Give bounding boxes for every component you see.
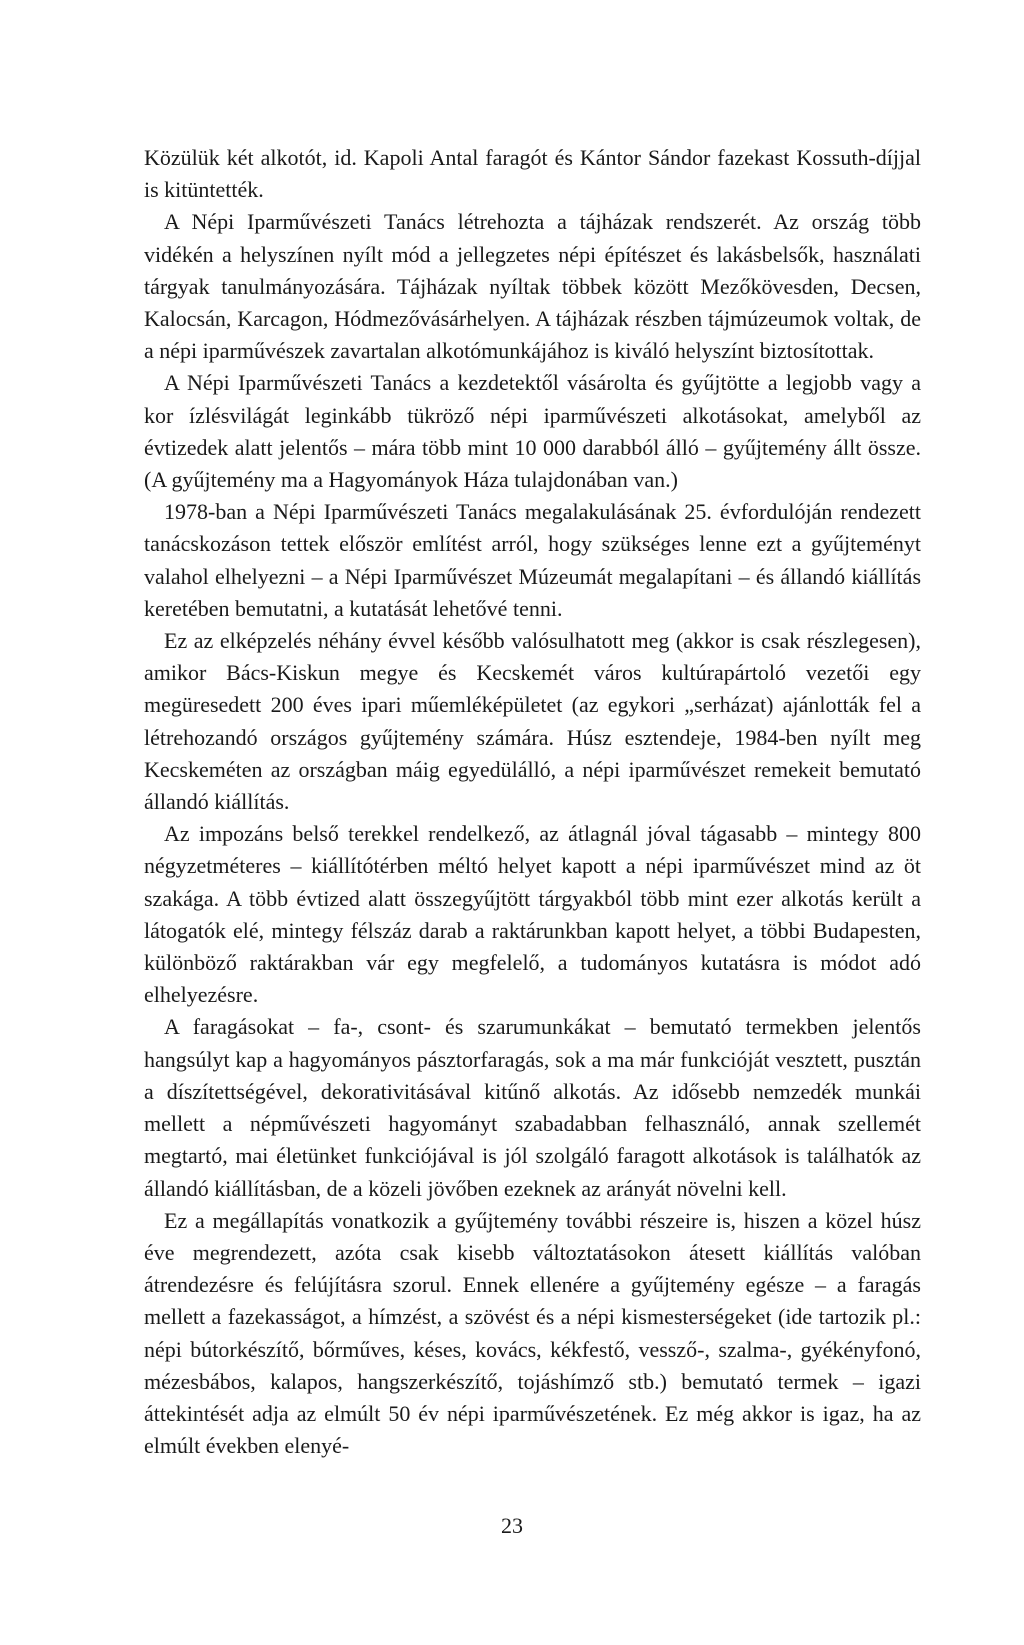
- page-number: 23: [501, 1513, 523, 1538]
- paragraph-2: A Népi Iparművészeti Tanács létrehozta a tájházak rendszerét. Az ország több vidékén a helyszínen nyílt mód a jellegzetes népi építészet és lakásbelsők, használati tárgyak tanulmányozására. Tájházak nyíltak többek között Mezőkövesden, Decsen, Kalocsán, Karcagon, Hódmezővásárhelyen. A tájházak részben tájmúzeumok voltak, de a népi iparművészek zavartalan alkotómunkájához is kiváló helyszínt biztosítottak.: [144, 209, 921, 364]
- paragraph-1: Közülük két alkotót, id. Kapoli Antal faragót és Kántor Sándor fazekast Kossuth-díjjal is kitüntették.: [144, 145, 921, 203]
- paragraph-7: A faragásokat – fa-, csont- és szarumunkákat – bemutató termekben jelentős hangsúlyt kap a hagyományos pásztorfaragás, sok a ma már funkcióját vesztett, pusztán a díszítettségével, dekorativitásával kitűnő alkotás. Az idősebb nemzedék munkái mellett a népművészeti hagyományt szabadabban felhasználó, annak szellemét megtartó, mai életünket funkciójával is jól szolgáló faragott alkotások is találhatók az állandó kiállításban, de a közeli jövőben ezeknek az arányát növelni kell.: [144, 1014, 921, 1201]
- paragraph-3: A Népi Iparművészeti Tanács a kezdetektől vásárolta és gyűjtötte a legjobb vagy a kor ízlésvilágát leginkább tükröző népi iparművészeti alkotásokat, amelyből az évtizedek alatt jelentős – mára több mint 10 000 darabból álló – gyűjtemény állt össze. (A gyűjtemény ma a Hagyományok Háza tulajdonában van.): [144, 370, 921, 493]
- body-text: [144, 142, 921, 1462]
- paragraph-8: Ez a megállapítás vonatkozik a gyűjtemény további részeire is, hiszen a közel húsz éve megrendezett, azóta csak kisebb változtatásokon átesett kiállítás valóban átrendezésre és felújításra szorul. Ennek ellenére a gyűjtemény egésze – a faragás mellett a fazekasságot, a hímzést, a szövést és a népi kismesterségeket (ide tartozik pl.: népi bútorkészítő, bőrműves, késes, kovács, kékfestő, vessző-, szalma-, gyékényfonó, mézesbábos, kalapos, hangszerkészítő, tojáshímző stb.) bemutató termek – igazi áttekintését adja az elmúlt 50 év népi iparművészetének. Ez még akkor is igaz, ha az elmúlt években elenyé-: [144, 1207, 921, 1459]
- paragraph-4: 1978-ban a Népi Iparművészeti Tanács megalakulásának 25. évfordulóján rendezett tanácskozáson tettek először említést arról, hogy szükséges lenne ezt a gyűjteményt valahol elhelyezni – a Népi Iparművészet Múzeumát megalapítani – és állandó kiállítás keretében bemutatni, a kutatását lehetővé tenni.: [144, 499, 921, 621]
- paragraph-6: Az impozáns belső terekkel rendelkező, az átlagnál jóval tágasabb – mintegy 800 négyzetméteres – kiállítótérben méltó helyet kapott a népi iparművészet mind az öt szakága. A több évtized alatt összegyűjtött tárgyakból több mint ezer alkotás került a látogatók elé, mintegy félszáz darab a raktárunkban kapott helyet, a többi Budapesten, különböző raktárakban vár egy megfelelő, a tudományos kutatásra is módot adó elhelyezésre.: [144, 821, 921, 1008]
- paragraph-5: Ez az elképzelés néhány évvel később valósulhatott meg (akkor is csak részlegesen), amikor Bács-Kiskun megye és Kecskemét város kultúrapártoló vezetői egy megüresedett 200 éves ipari műemléképületet (az egykori „serházat) ajánlották fel a létrehozandó országos gyűjtemény számára. Húsz esztendeje, 1984-ben nyílt meg Kecskeméten az országban máig egyedülálló, a népi iparművészet remekeit bemutató állandó kiállítás.: [144, 628, 921, 815]
